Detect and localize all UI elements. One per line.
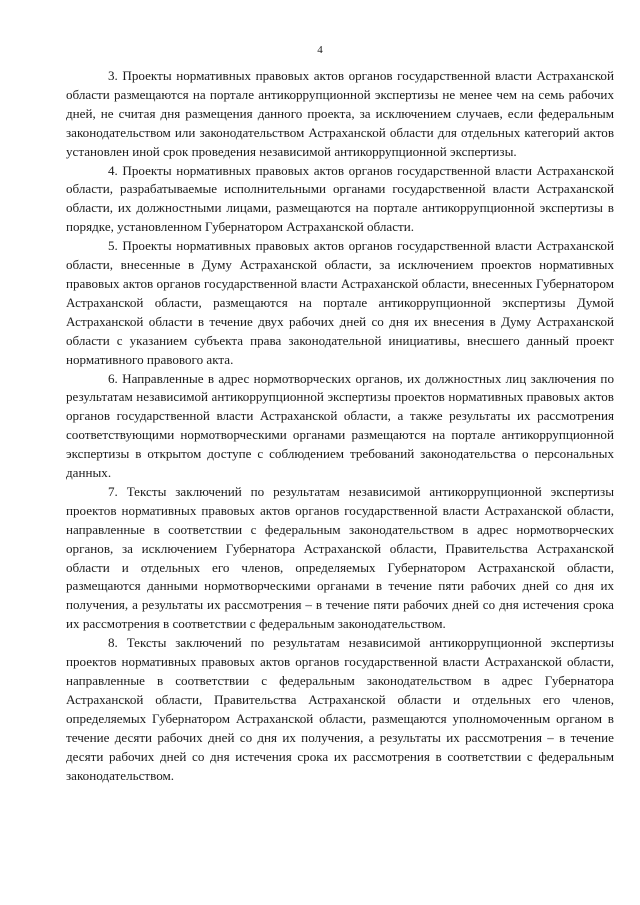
paragraph-7: 7. Тексты заключений по результатам независимой антикоррупционной экспертизы проектов нормативных правовых актов органов государственной власти Астраханской области, направленные в соответствии с федеральным законодательством в адрес нормотворческих органов, за исключением Губернатора Астраханской области, Правительства Астраханской области и отдельных его членов, определяемых Губернатором Астраханской области, размещаются данными нормотворческими органами в течение пяти рабочих дней со дня их получения, а результаты их рассмотрения – в течение пяти рабочих дней со дня истечения срока их рассмотрения в соответствии с федеральным законодательством. [66, 483, 614, 632]
paragraph-6: 6. Направленные в адрес нормотворческих органов, их должностных лиц заключения по результатам независимой антикоррупционной экспертизы проектов нормативных правовых актов органов государственной власти Астраханской области, а также результаты их рассмотрения соответствующими нормотворческими органами размещаются на портале антикоррупционной экспертизы в открытом доступе с соблюдением требований законодательства о персональных данных. [66, 370, 614, 481]
paragraph-3: 3. Проекты нормативных правовых актов органов государственной власти Астраханской области размещаются на портале антикоррупционной экспертизы не менее чем на семь рабочих дней, не считая дня размещения данного проекта, за исключением случаев, если федеральным законодательством или законодательством Астраханской области для отдельных категорий актов установлен иной срок проведения независимой антикоррупционной экспертизы. [66, 68, 614, 159]
paragraph-5: 5. Проекты нормативных правовых актов органов государственной власти Астраханской области, внесенные в Думу Астраханской области, за исключением проектов нормативных правовых актов органов государственной власти Астраханской области, внесенных Губернатором Астраханской области, размещаются на портале антикоррупционной экспертизы Думой Астраханской области в течение двух рабочих дней со дня их внесения в Думу Астраханской области с указанием субъекта права законодательной инициативы, внесшего данный проект нормативного правового акта. [66, 238, 614, 367]
document-body [66, 67, 614, 785]
paragraph-8: 8. Тексты заключений по результатам независимой антикоррупционной экспертизы проектов нормативных правовых актов органов государственной власти Астраханской области, направленные в соответствии с федеральным законодательством в адрес Губернатора Астраханской области, Правительства Астраханской области и отдельных его членов, определяемых Губернатором Астраханской области, размещаются уполномоченным органом в течение десяти рабочих дней со дня их получения, а результаты их рассмотрения – в течение десяти рабочих дней со дня истечения срока их рассмотрения в соответствии с федеральным законодательством. [66, 635, 614, 783]
paragraph-4: 4. Проекты нормативных правовых актов органов государственной власти Астраханской области, разрабатываемые исполнительными органами государственной власти Астраханской области, их должностными лицами, размещаются на портале антикоррупционной экспертизы в порядке, установленном Губернатором Астраханской области. [66, 162, 614, 235]
page-number: 4 [317, 44, 323, 56]
